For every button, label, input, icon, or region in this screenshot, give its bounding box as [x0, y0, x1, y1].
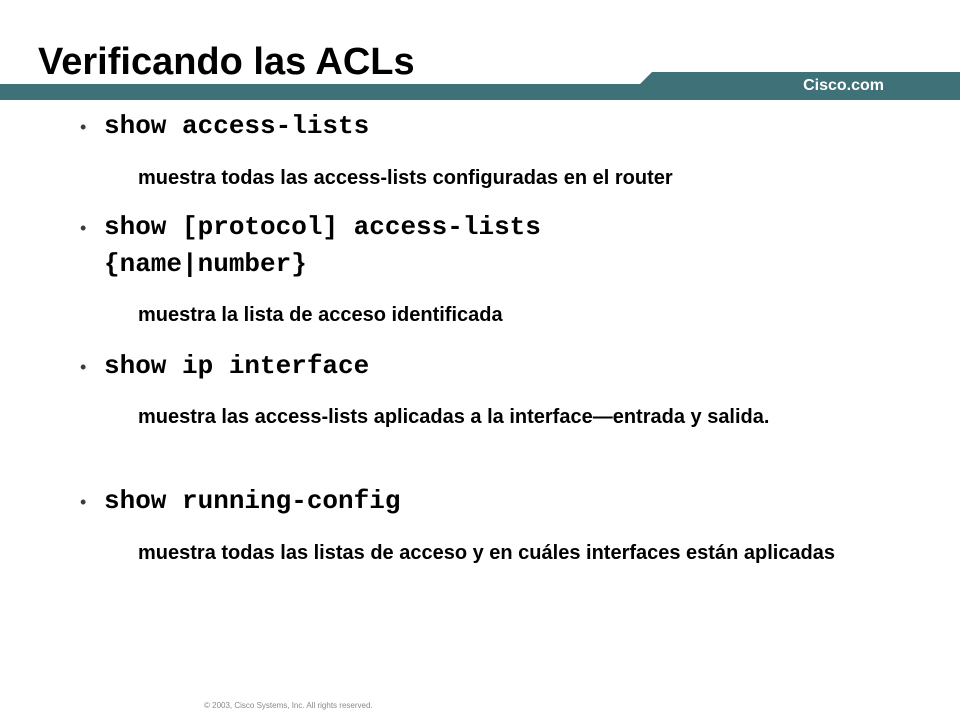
bullet-marker: • [80, 218, 87, 238]
cisco-logo-text: Cisco.com [803, 77, 884, 94]
description-show-ip-interface: muestra las access-lists aplicadas a la interface—entrada y salida. [138, 406, 770, 428]
bullet-marker: • [80, 357, 87, 377]
bullet-marker: • [80, 492, 87, 512]
command-show-access-lists: show access-lists [104, 111, 370, 141]
description-show-protocol-access-lists: muestra la lista de acceso identificada [138, 304, 503, 326]
slide-title: Verificando las ACLs [38, 41, 415, 83]
copyright-notice: © 2003, Cisco Systems, Inc. All rights reserved. [204, 701, 373, 710]
command-show-protocol-access-lists-continued: {name|number} [104, 249, 307, 279]
command-show-running-config: show running-config [104, 486, 401, 516]
description-show-running-config: muestra todas las listas de acceso y en cuáles interfaces están aplicadas [138, 542, 836, 564]
bullet-marker: • [80, 117, 87, 137]
command-show-ip-interface: show ip interface [104, 351, 370, 381]
command-show-protocol-access-lists: show [protocol] access-lists [104, 212, 541, 242]
description-show-access-lists: muestra todas las access-lists configuradas en el router [138, 167, 673, 189]
